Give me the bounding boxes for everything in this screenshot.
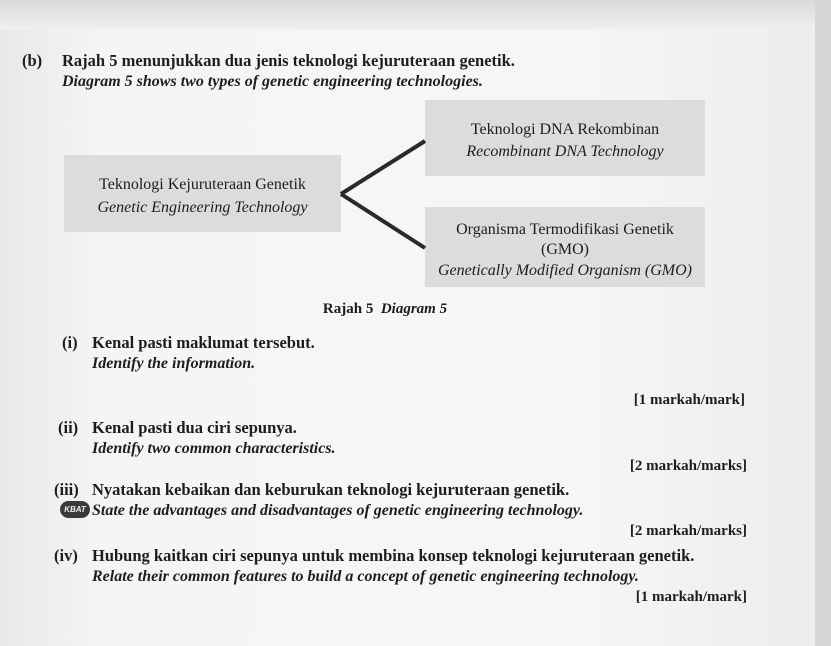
- branch-top-english: Recombinant DNA Technology: [466, 143, 664, 160]
- q1-malay: Kenal pasti maklumat tersebut.: [92, 333, 315, 352]
- root-malay: Teknologi Kejuruteraan Genetik: [99, 176, 306, 193]
- q2-malay: Kenal pasti dua ciri sepunya.: [92, 418, 297, 437]
- q3-english: State the advantages and disadvantages of genetic engineering technology.: [92, 502, 584, 519]
- branch-bottom-english: Genetically Modified Organism (GMO): [437, 262, 692, 279]
- branch-top-malay: Teknologi DNA Rekombinan: [470, 121, 660, 138]
- q4-english: Relate their common features to build a concept of genetic engineering technology.: [92, 568, 639, 585]
- diagram-caption: [0, 301, 770, 318]
- q4-malay: Hubung kaitkan ciri sepunya untuk membina konsep teknologi kejuruteraan genetik.: [92, 546, 695, 565]
- branch-bottom-malay: Organisma Termodifikasi Genetik: [456, 221, 674, 238]
- q3-malay: Nyatakan kebaikan dan keburukan teknologi kejuruteraan genetik.: [92, 480, 570, 499]
- q2-marks: [2 markah/marks]: [629, 458, 747, 474]
- q3-number: (iii): [54, 480, 79, 499]
- q2-english: Identify two common characteristics.: [92, 440, 336, 457]
- q2-number: (ii): [58, 418, 79, 437]
- caption-malay: Rajah 5: [322, 301, 374, 317]
- q4-marks: [1 markah/mark]: [635, 589, 747, 605]
- heading-english: Diagram 5 shows two types of genetic engineering technologies.: [62, 73, 483, 90]
- q1-english: Identify the information.: [92, 355, 256, 372]
- q1-number: (i): [62, 333, 78, 352]
- question-label: (b): [22, 51, 43, 70]
- kbat-badge: KBAT: [60, 501, 90, 518]
- q3-marks: [2 markah/marks]: [629, 523, 747, 539]
- caption-english: Diagram 5: [380, 301, 448, 317]
- connector-bottom: [341, 194, 425, 248]
- heading-malay: Rajah 5 menunjukkan dua jenis teknologi kejuruteraan genetik.: [62, 51, 515, 70]
- connector-top: [341, 141, 425, 194]
- q1-marks: [1 markah/mark]: [633, 392, 745, 408]
- q4-number: (iv): [54, 546, 78, 565]
- root-english: Genetic Engineering Technology: [97, 199, 308, 216]
- branch-bottom-abbr: (GMO): [541, 241, 589, 258]
